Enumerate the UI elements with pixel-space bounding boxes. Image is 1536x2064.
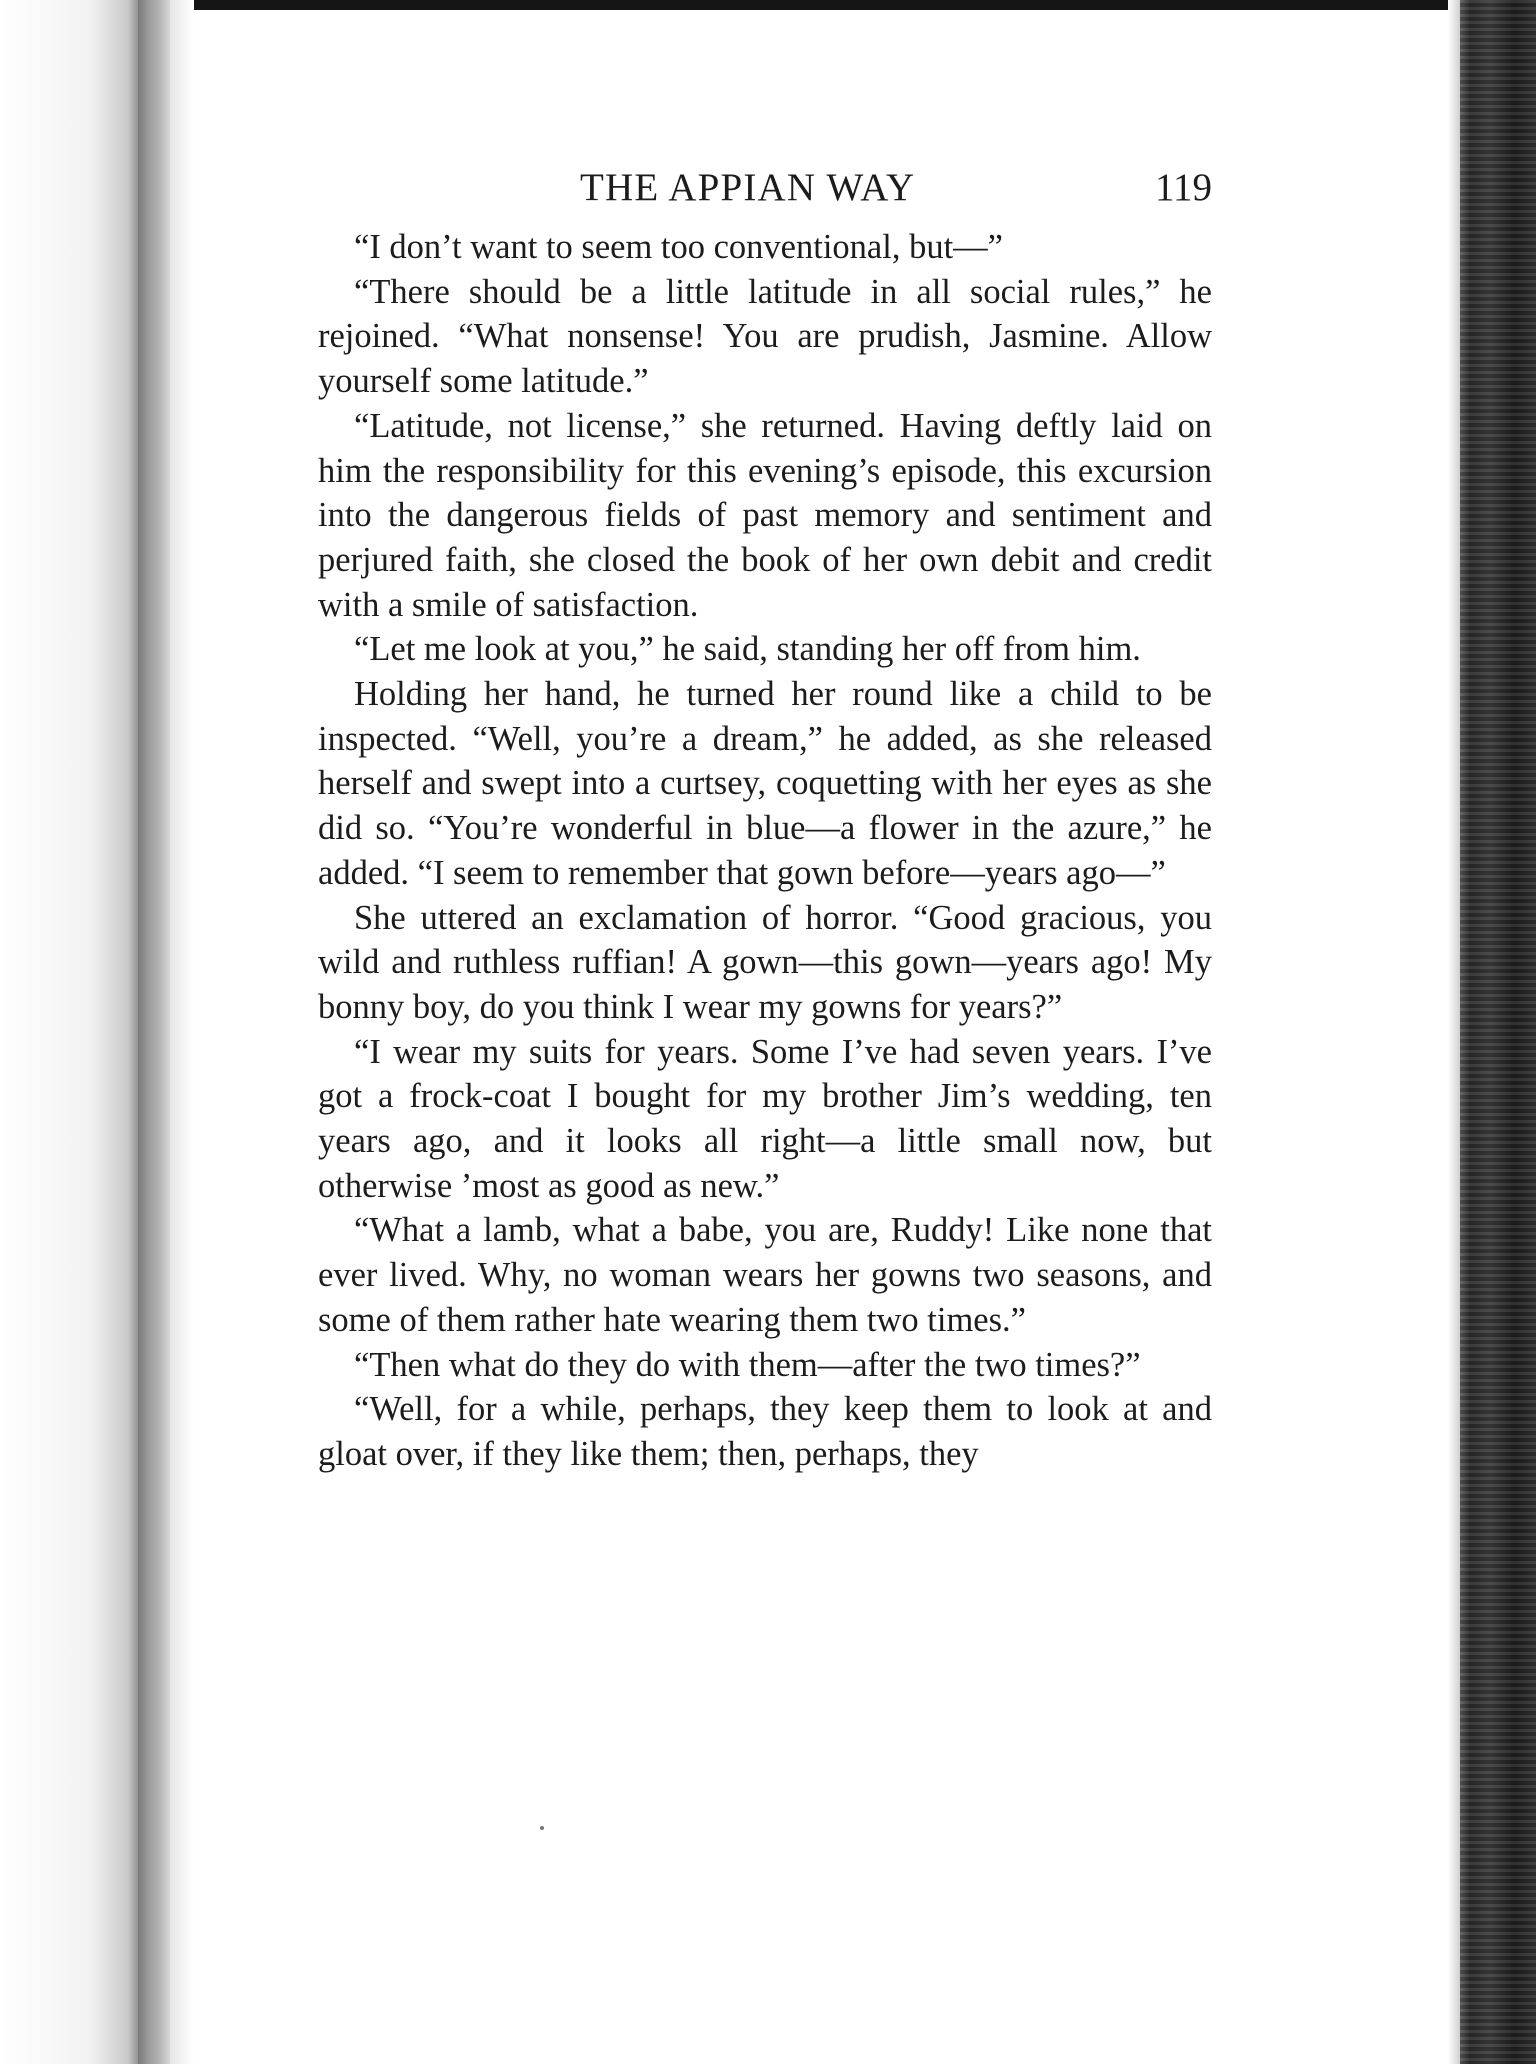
paragraph: Holding her hand, he turned her round like a child to be inspected. “Well, you’re a dream,” he added, as she released herself and swept into a curtsey, coquetting with her eyes as she did so. “You’re wonderful in blue—a flower in the azure,” he added. “I seem to remember that gown before—years ago—”: [318, 675, 1212, 892]
paragraph: “Latitude, not license,” she returned. Having deftly laid on him the responsibility for this evening’s episode, this excursion into the dangerous fields of past memory and sentiment and perjured faith, she closed the book of her own debit and credit with a smile of satisfaction.: [318, 406, 1212, 624]
paragraph: “Let me look at you,” he said, standing her off from him.: [354, 630, 1141, 669]
book-gutter: [138, 0, 170, 2064]
paragraph: “What a lamb, what a babe, you are, Ruddy! Like none that ever lived. Why, no woman wears her gowns two seasons, and some of them rather hate wearing them two times.”: [318, 1211, 1212, 1339]
running-head: [318, 165, 1212, 217]
paragraph: “I wear my suits for years. Some I’ve had seven years. I’ve got a frock-coat I bought for my brother Jim’s wedding, ten years ago, and it looks all right—a little small now, but otherwise ’most as good as new.”: [318, 1032, 1212, 1205]
page-edge: [1448, 0, 1460, 2064]
scan-top-border: [0, 0, 1536, 10]
paragraph: “There should be a little latitude in all social rules,” he rejoined. “What nonsense! You are prudish, Jasmine. Allow yourself some latitude.”: [318, 272, 1212, 401]
paragraph: “Then what do they do with them—after the two times?”: [354, 1345, 1141, 1384]
running-title: THE APPIAN WAY: [580, 166, 916, 209]
page-number: 119: [1154, 166, 1212, 209]
body-text: [318, 225, 1212, 1477]
paragraph: She uttered an exclamation of horror. “Good gracious, you wild and ruthless ruffian! A gown—this gown—years ago! My bonny boy, do you think I wear my gowns for years?”: [318, 898, 1212, 1026]
scan-speck: [540, 1826, 544, 1830]
gutter-shadow: [170, 0, 194, 2064]
book-fore-edge: [1460, 0, 1536, 2064]
left-facing-page: [0, 0, 140, 2064]
paragraph: “Well, for a while, perhaps, they keep them to look at and gloat over, if they like them; then, perhaps, they: [318, 1390, 1212, 1473]
paragraph: “I don’t want to seem too conventional, but—”: [354, 228, 1003, 266]
book-page: [318, 165, 1212, 1477]
